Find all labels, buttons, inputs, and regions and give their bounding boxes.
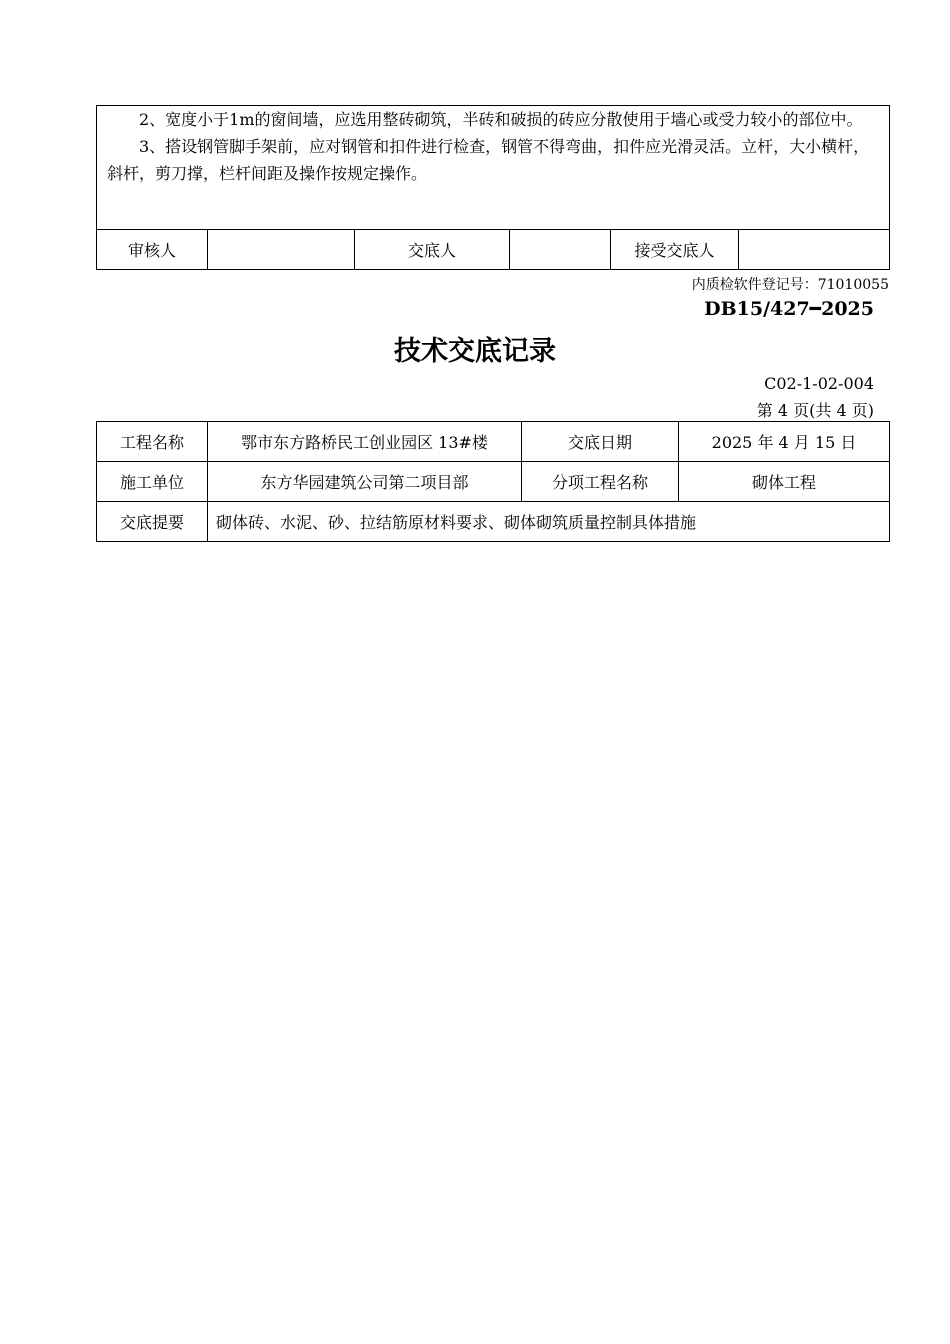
info-row-contractor [97, 462, 890, 502]
registration-number: 内质检软件登记号：71010055 [691, 277, 889, 293]
project-name-value: 鄂市东方路桥民工创业园区 13#楼 [208, 422, 522, 462]
discloser-value [510, 230, 611, 270]
summary-label: 交底提要 [97, 502, 208, 542]
content-paragraph-3: 3、搭设钢管脚手架前，应对钢管和扣件进行检查，钢管不得弯曲，扣件应光滑灵活。立杆，大小横杆，斜杆，剪刀撑，栏杆间距及操作按规定操作。 [107, 137, 870, 183]
continuation-table [96, 105, 890, 270]
discloser-label: 交底人 [355, 230, 510, 270]
info-row-summary [97, 502, 890, 542]
contractor-label: 施工单位 [97, 462, 208, 502]
date-value: 2025 年 4 月 15 日 [679, 422, 890, 462]
reviewer-value [208, 230, 355, 270]
receiver-label: 接受交底人 [611, 230, 739, 270]
receiver-value [739, 230, 890, 270]
page-title: 技术交底记录 [394, 336, 556, 367]
standard-code: DB15/427━2025 [704, 298, 874, 320]
signature-row [97, 230, 890, 270]
page-number: 第 4 页(共 4 页) [756, 401, 874, 420]
date-label: 交底日期 [522, 422, 679, 462]
subproject-label: 分项工程名称 [522, 462, 679, 502]
contractor-value: 东方华园建筑公司第二项目部 [208, 462, 522, 502]
subproject-value: 砌体工程 [679, 462, 890, 502]
content-paragraph-2: 2、宽度小于1m的窗间墙，应选用整砖砌筑，半砖和破损的砖应分散使用于墙心或受力较小的部位中。 [139, 110, 863, 129]
info-table [96, 421, 890, 542]
form-code: C02-1-02-004 [764, 374, 874, 393]
project-name-label: 工程名称 [97, 422, 208, 462]
disclosure-content [97, 106, 890, 230]
summary-value: 砌体砖、水泥、砂、拉结筋原材料要求、砌体砌筑质量控制具体措施 [208, 502, 890, 542]
reviewer-label: 审核人 [97, 230, 208, 270]
info-row-project [97, 422, 890, 462]
